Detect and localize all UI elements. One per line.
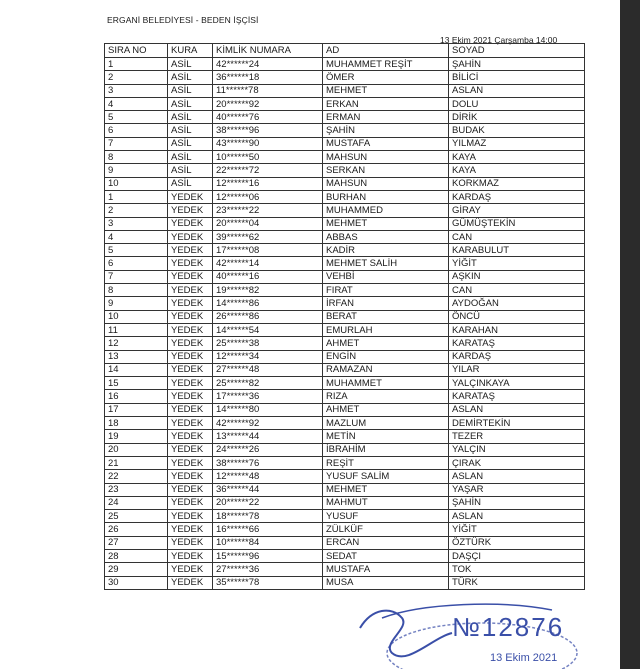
cell-kura: YEDEK bbox=[168, 204, 213, 217]
column-header-soyad: SOYAD bbox=[449, 44, 585, 58]
cell-kimlik: 38******96 bbox=[213, 124, 323, 137]
cell-sira-no: 7 bbox=[105, 137, 168, 150]
cell-ad: YUSUF bbox=[323, 510, 449, 523]
cell-kimlik: 24******26 bbox=[213, 443, 323, 456]
cell-kura: ASİL bbox=[168, 137, 213, 150]
table-row bbox=[105, 84, 585, 97]
table-row bbox=[105, 270, 585, 283]
table-header-row bbox=[105, 44, 585, 58]
cell-sira-no: 18 bbox=[105, 417, 168, 430]
table-row bbox=[105, 177, 585, 190]
table-row bbox=[105, 523, 585, 536]
cell-soyad: ÇIRAK bbox=[449, 456, 585, 469]
cell-kura: ASİL bbox=[168, 111, 213, 124]
cell-sira-no: 8 bbox=[105, 284, 168, 297]
cell-kura: YEDEK bbox=[168, 363, 213, 376]
cell-kimlik: 14******80 bbox=[213, 403, 323, 416]
cell-soyad: ÖNCÜ bbox=[449, 310, 585, 323]
table-row bbox=[105, 363, 585, 376]
cell-kimlik: 19******82 bbox=[213, 284, 323, 297]
cell-kura: ASİL bbox=[168, 164, 213, 177]
results-table bbox=[104, 43, 585, 590]
cell-kimlik: 40******76 bbox=[213, 111, 323, 124]
cell-kura: YEDEK bbox=[168, 310, 213, 323]
cell-kimlik: 25******38 bbox=[213, 337, 323, 350]
table-row bbox=[105, 111, 585, 124]
cell-kimlik: 40******16 bbox=[213, 270, 323, 283]
cell-sira-no: 28 bbox=[105, 549, 168, 562]
cell-soyad: YALÇIN bbox=[449, 443, 585, 456]
cell-sira-no: 2 bbox=[105, 71, 168, 84]
cell-ad: MAHSUN bbox=[323, 151, 449, 164]
cell-ad: MEHMET SALİH bbox=[323, 257, 449, 270]
cell-ad: BERAT bbox=[323, 310, 449, 323]
cell-kura: ASİL bbox=[168, 124, 213, 137]
cell-soyad: KARAHAN bbox=[449, 323, 585, 336]
cell-kura: YEDEK bbox=[168, 536, 213, 549]
table-row bbox=[105, 536, 585, 549]
cell-ad: FIRAT bbox=[323, 284, 449, 297]
cell-kura: ASİL bbox=[168, 58, 213, 71]
cell-kimlik: 12******34 bbox=[213, 350, 323, 363]
table-row bbox=[105, 337, 585, 350]
cell-ad: ŞAHİN bbox=[323, 124, 449, 137]
cell-kimlik: 16******66 bbox=[213, 523, 323, 536]
stamp-date: 13 Ekim 2021 bbox=[490, 652, 558, 664]
table-row bbox=[105, 403, 585, 416]
cell-kimlik: 25******82 bbox=[213, 377, 323, 390]
cell-sira-no: 14 bbox=[105, 363, 168, 376]
cell-sira-no: 27 bbox=[105, 536, 168, 549]
cell-ad: BURHAN bbox=[323, 190, 449, 203]
cell-ad: MAZLUM bbox=[323, 417, 449, 430]
cell-kura: YEDEK bbox=[168, 390, 213, 403]
cell-kura: YEDEK bbox=[168, 403, 213, 416]
cell-kimlik: 20******04 bbox=[213, 217, 323, 230]
cell-soyad: BUDAK bbox=[449, 124, 585, 137]
cell-sira-no: 26 bbox=[105, 523, 168, 536]
cell-soyad: ŞAHİN bbox=[449, 496, 585, 509]
cell-soyad: ÖZTÜRK bbox=[449, 536, 585, 549]
cell-soyad: ASLAN bbox=[449, 84, 585, 97]
cell-soyad: YİĞİT bbox=[449, 257, 585, 270]
table-row bbox=[105, 576, 585, 589]
cell-kimlik: 14******86 bbox=[213, 297, 323, 310]
table-row bbox=[105, 510, 585, 523]
cell-kura: YEDEK bbox=[168, 350, 213, 363]
table-row bbox=[105, 58, 585, 71]
cell-kura: YEDEK bbox=[168, 523, 213, 536]
cell-sira-no: 19 bbox=[105, 430, 168, 443]
cell-ad: AHMET bbox=[323, 337, 449, 350]
cell-kura: YEDEK bbox=[168, 297, 213, 310]
cell-ad: KADİR bbox=[323, 244, 449, 257]
cell-ad: ERCAN bbox=[323, 536, 449, 549]
cell-kimlik: 26******86 bbox=[213, 310, 323, 323]
table-row bbox=[105, 257, 585, 270]
column-header-ad: AD bbox=[323, 44, 449, 58]
cell-ad: METİN bbox=[323, 430, 449, 443]
cell-kura: YEDEK bbox=[168, 217, 213, 230]
cell-kimlik: 18******78 bbox=[213, 510, 323, 523]
table-row bbox=[105, 323, 585, 336]
table-row bbox=[105, 244, 585, 257]
cell-ad: MUHAMMED bbox=[323, 204, 449, 217]
cell-sira-no: 17 bbox=[105, 403, 168, 416]
cell-kura: YEDEK bbox=[168, 323, 213, 336]
cell-sira-no: 1 bbox=[105, 190, 168, 203]
cell-sira-no: 10 bbox=[105, 310, 168, 323]
table-row bbox=[105, 549, 585, 562]
cell-kura: ASİL bbox=[168, 151, 213, 164]
cell-soyad: KAYA bbox=[449, 164, 585, 177]
table-row bbox=[105, 390, 585, 403]
cell-soyad: DOLU bbox=[449, 97, 585, 110]
cell-soyad: KORKMAZ bbox=[449, 177, 585, 190]
cell-sira-no: 5 bbox=[105, 111, 168, 124]
cell-ad: MUSTAFA bbox=[323, 137, 449, 150]
cell-soyad: KARABULUT bbox=[449, 244, 585, 257]
table-row bbox=[105, 71, 585, 84]
cell-kura: YEDEK bbox=[168, 563, 213, 576]
table-row bbox=[105, 124, 585, 137]
cell-soyad: AYDOĞAN bbox=[449, 297, 585, 310]
cell-soyad: KARATAŞ bbox=[449, 390, 585, 403]
cell-ad: ÖMER bbox=[323, 71, 449, 84]
cell-kimlik: 17******36 bbox=[213, 390, 323, 403]
cell-kimlik: 20******92 bbox=[213, 97, 323, 110]
cell-kura: ASİL bbox=[168, 97, 213, 110]
cell-kura: YEDEK bbox=[168, 270, 213, 283]
table-row bbox=[105, 430, 585, 443]
cell-kura: YEDEK bbox=[168, 377, 213, 390]
cell-kura: YEDEK bbox=[168, 244, 213, 257]
cell-soyad: TÜRK bbox=[449, 576, 585, 589]
cell-kura: YEDEK bbox=[168, 496, 213, 509]
table-row bbox=[105, 190, 585, 203]
cell-kimlik: 23******22 bbox=[213, 204, 323, 217]
document-date: 13 Ekim 2021 Çarşamba 14:00 bbox=[440, 35, 558, 45]
cell-soyad: GÜMÜŞTEKİN bbox=[449, 217, 585, 230]
cell-sira-no: 4 bbox=[105, 230, 168, 243]
cell-kura: YEDEK bbox=[168, 483, 213, 496]
cell-sira-no: 13 bbox=[105, 350, 168, 363]
cell-kimlik: 42******92 bbox=[213, 417, 323, 430]
table-body bbox=[105, 58, 585, 590]
table-row bbox=[105, 417, 585, 430]
cell-kimlik: 22******72 bbox=[213, 164, 323, 177]
cell-sira-no: 20 bbox=[105, 443, 168, 456]
cell-ad: İBRAHİM bbox=[323, 443, 449, 456]
cell-sira-no: 4 bbox=[105, 97, 168, 110]
cell-sira-no: 9 bbox=[105, 297, 168, 310]
cell-ad: EMURLAH bbox=[323, 323, 449, 336]
cell-soyad: YİĞİT bbox=[449, 523, 585, 536]
cell-kura: YEDEK bbox=[168, 576, 213, 589]
cell-kura: YEDEK bbox=[168, 510, 213, 523]
cell-kimlik: 15******96 bbox=[213, 549, 323, 562]
cell-soyad: YILMAZ bbox=[449, 137, 585, 150]
cell-ad: MEHMET bbox=[323, 483, 449, 496]
cell-kimlik: 35******78 bbox=[213, 576, 323, 589]
cell-sira-no: 8 bbox=[105, 151, 168, 164]
cell-sira-no: 24 bbox=[105, 496, 168, 509]
cell-ad: REŞİT bbox=[323, 456, 449, 469]
cell-soyad: KARATAŞ bbox=[449, 337, 585, 350]
cell-sira-no: 6 bbox=[105, 124, 168, 137]
cell-sira-no: 29 bbox=[105, 563, 168, 576]
cell-soyad: KARDAŞ bbox=[449, 190, 585, 203]
cell-kimlik: 14******54 bbox=[213, 323, 323, 336]
cell-sira-no: 12 bbox=[105, 337, 168, 350]
cell-kura: ASİL bbox=[168, 84, 213, 97]
cell-kura: YEDEK bbox=[168, 456, 213, 469]
cell-sira-no: 2 bbox=[105, 204, 168, 217]
cell-sira-no: 23 bbox=[105, 483, 168, 496]
cell-soyad: CAN bbox=[449, 230, 585, 243]
table-row bbox=[105, 470, 585, 483]
table-row bbox=[105, 164, 585, 177]
cell-kimlik: 17******08 bbox=[213, 244, 323, 257]
cell-soyad: TOK bbox=[449, 563, 585, 576]
table-row bbox=[105, 350, 585, 363]
cell-kimlik: 38******76 bbox=[213, 456, 323, 469]
cell-kura: YEDEK bbox=[168, 230, 213, 243]
table-row bbox=[105, 151, 585, 164]
table-row bbox=[105, 204, 585, 217]
window-edge bbox=[620, 0, 640, 669]
cell-kura: YEDEK bbox=[168, 443, 213, 456]
table-row bbox=[105, 230, 585, 243]
cell-ad: MAHSUN bbox=[323, 177, 449, 190]
cell-kimlik: 36******18 bbox=[213, 71, 323, 84]
cell-soyad: KARDAŞ bbox=[449, 350, 585, 363]
table-row bbox=[105, 443, 585, 456]
cell-sira-no: 25 bbox=[105, 510, 168, 523]
cell-sira-no: 22 bbox=[105, 470, 168, 483]
cell-soyad: YAŞAR bbox=[449, 483, 585, 496]
column-header-kura: KURA bbox=[168, 44, 213, 58]
cell-sira-no: 5 bbox=[105, 244, 168, 257]
cell-kimlik: 10******84 bbox=[213, 536, 323, 549]
cell-kura: YEDEK bbox=[168, 470, 213, 483]
cell-kimlik: 12******48 bbox=[213, 470, 323, 483]
cell-ad: MAHMUT bbox=[323, 496, 449, 509]
cell-ad: ABBAS bbox=[323, 230, 449, 243]
document-title: ERGANİ BELEDİYESİ - BEDEN İŞÇİSİ bbox=[107, 15, 259, 25]
cell-ad: MUHAMMET bbox=[323, 377, 449, 390]
cell-kimlik: 27******36 bbox=[213, 563, 323, 576]
cell-kura: YEDEK bbox=[168, 257, 213, 270]
table-row bbox=[105, 377, 585, 390]
cell-kura: YEDEK bbox=[168, 190, 213, 203]
table-row bbox=[105, 217, 585, 230]
cell-kimlik: 43******90 bbox=[213, 137, 323, 150]
cell-sira-no: 15 bbox=[105, 377, 168, 390]
cell-ad: MEHMET bbox=[323, 217, 449, 230]
cell-soyad: BİLİCİ bbox=[449, 71, 585, 84]
cell-kura: YEDEK bbox=[168, 337, 213, 350]
cell-sira-no: 30 bbox=[105, 576, 168, 589]
cell-ad: SEDAT bbox=[323, 549, 449, 562]
cell-kura: YEDEK bbox=[168, 549, 213, 562]
cell-soyad: YILAR bbox=[449, 363, 585, 376]
cell-kura: YEDEK bbox=[168, 417, 213, 430]
cell-ad: MEHMET bbox=[323, 84, 449, 97]
cell-soyad: KAYA bbox=[449, 151, 585, 164]
cell-kimlik: 39******62 bbox=[213, 230, 323, 243]
cell-ad: ERMAN bbox=[323, 111, 449, 124]
cell-soyad: ASLAN bbox=[449, 470, 585, 483]
cell-sira-no: 3 bbox=[105, 217, 168, 230]
cell-ad: RIZA bbox=[323, 390, 449, 403]
cell-kimlik: 11******78 bbox=[213, 84, 323, 97]
cell-soyad: TEZER bbox=[449, 430, 585, 443]
cell-ad: VEHBİ bbox=[323, 270, 449, 283]
cell-kimlik: 13******44 bbox=[213, 430, 323, 443]
cell-ad: SERKAN bbox=[323, 164, 449, 177]
cell-soyad: AŞKIN bbox=[449, 270, 585, 283]
cell-sira-no: 7 bbox=[105, 270, 168, 283]
signature-scribble bbox=[360, 611, 452, 657]
table-row bbox=[105, 483, 585, 496]
column-header-kimlik: KİMLİK NUMARA bbox=[213, 44, 323, 58]
cell-kura: YEDEK bbox=[168, 284, 213, 297]
cell-sira-no: 1 bbox=[105, 58, 168, 71]
cell-kimlik: 20******22 bbox=[213, 496, 323, 509]
cell-ad: YUSUF SALİM bbox=[323, 470, 449, 483]
official-stamp bbox=[352, 598, 587, 669]
cell-soyad: ASLAN bbox=[449, 403, 585, 416]
cell-ad: MUHAMMET REŞİT bbox=[323, 58, 449, 71]
cell-sira-no: 10 bbox=[105, 177, 168, 190]
cell-kimlik: 42******24 bbox=[213, 58, 323, 71]
cell-soyad: ŞAHİN bbox=[449, 58, 585, 71]
cell-kimlik: 42******14 bbox=[213, 257, 323, 270]
cell-ad: ENGİN bbox=[323, 350, 449, 363]
cell-soyad: YALÇINKAYA bbox=[449, 377, 585, 390]
cell-kura: YEDEK bbox=[168, 430, 213, 443]
cell-soyad: DİRİK bbox=[449, 111, 585, 124]
cell-soyad: CAN bbox=[449, 284, 585, 297]
table-row bbox=[105, 97, 585, 110]
cell-ad: MUSA bbox=[323, 576, 449, 589]
cell-kura: ASİL bbox=[168, 177, 213, 190]
cell-kimlik: 36******44 bbox=[213, 483, 323, 496]
column-header-sira-no: SIRA NO bbox=[105, 44, 168, 58]
cell-kimlik: 12******16 bbox=[213, 177, 323, 190]
cell-sira-no: 3 bbox=[105, 84, 168, 97]
stamp-number: №12876 bbox=[452, 612, 565, 642]
cell-soyad: GİRAY bbox=[449, 204, 585, 217]
cell-kimlik: 12******06 bbox=[213, 190, 323, 203]
cell-sira-no: 9 bbox=[105, 164, 168, 177]
cell-sira-no: 11 bbox=[105, 323, 168, 336]
cell-kimlik: 27******48 bbox=[213, 363, 323, 376]
cell-ad: RAMAZAN bbox=[323, 363, 449, 376]
cell-ad: ZÜLKÜF bbox=[323, 523, 449, 536]
table-row bbox=[105, 456, 585, 469]
cell-soyad: DEMİRTEKİN bbox=[449, 417, 585, 430]
cell-soyad: DAŞÇI bbox=[449, 549, 585, 562]
table-row bbox=[105, 297, 585, 310]
table-row bbox=[105, 563, 585, 576]
table-row bbox=[105, 284, 585, 297]
cell-kura: ASİL bbox=[168, 71, 213, 84]
cell-ad: ERKAN bbox=[323, 97, 449, 110]
cell-ad: MUSTAFA bbox=[323, 563, 449, 576]
cell-sira-no: 6 bbox=[105, 257, 168, 270]
cell-ad: İRFAN bbox=[323, 297, 449, 310]
cell-ad: AHMET bbox=[323, 403, 449, 416]
cell-sira-no: 16 bbox=[105, 390, 168, 403]
cell-sira-no: 21 bbox=[105, 456, 168, 469]
table-row bbox=[105, 310, 585, 323]
table-row bbox=[105, 137, 585, 150]
cell-kimlik: 10******50 bbox=[213, 151, 323, 164]
cell-soyad: ASLAN bbox=[449, 510, 585, 523]
table-row bbox=[105, 496, 585, 509]
